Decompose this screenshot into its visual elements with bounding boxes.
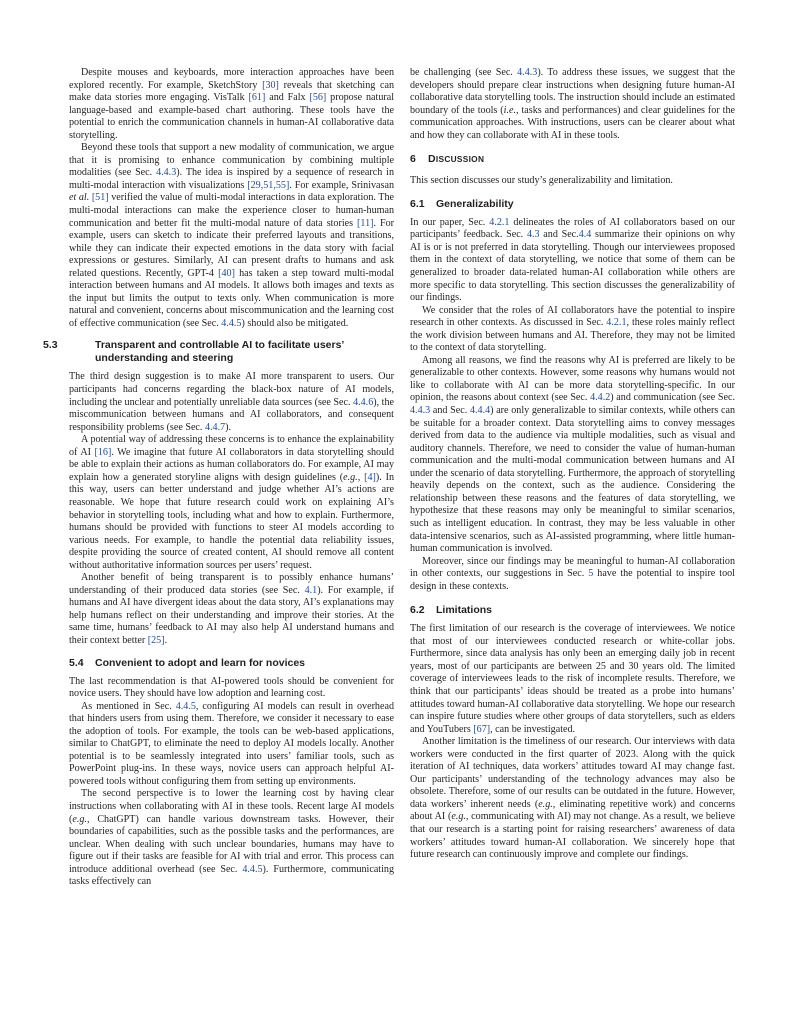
citation-link[interactable]: 4.3 (526, 229, 540, 241)
text-run: and Falx (265, 92, 310, 104)
text-run: reveals that sketching can make data stories more engaging. VisTalk (69, 79, 394, 104)
italic-text: i.e. (503, 104, 517, 116)
text-run: , communicating with AI) may not change. As a result, we believe that our research is a starting point for raising researchers’ awareness of data workers’ attitudes toward human-AI collaboration. We sincerely hope that future research can continuously improve and complete our findings. (410, 811, 735, 861)
citation-link[interactable]: [40] (218, 267, 235, 279)
text-run: ). In this way, users can better understand and judge whether AI’s actions are reasonable. We hope that future research could work on explaining AI’s behavior in storytelling tools, including what and how to explain. Furthermore, humans should be provided with functions to steer AI models according to various needs. For example, to handle the potential data reliability issues, despite providing the source of created content, AI should remove all content without authoritative information sources per users’ request. (69, 471, 395, 571)
section-title: Convenient to adopt and learn for novices (95, 656, 306, 669)
italic-text: et al. (69, 192, 90, 204)
text-run: The third design suggestion is to make AI more transparent to users. Our participants had concerns regarding the black-box nature of AI models, including the unclear and potentially unreliable data sources (see Sec. (69, 371, 394, 408)
text-run: A potential way of addressing these concerns is to enhance the explainability of AI (69, 434, 394, 458)
citation-link[interactable]: 4.4.3 (156, 167, 177, 179)
text-run: ) should also be mitigated. (241, 317, 349, 329)
text-run: The first limitation of our research is the coverage of interviewees. We notice that most of our interviewees conducted research or white-collar jobs. Furthermore, since data analysis has only been an emerging daily job in recent years, most of our participants are between 25 and 30 years old. The limited coverage of interviewees leads to the risk of incomplete results. Therefore, we think that our participants’ ideas should be treated as a probe into humans’ attitudes toward human-AI collaborative data storytelling. We hope our research can inspire future studies where other groups of data storytellers, such as elders and YouTubers (410, 623, 735, 735)
text-run: , (357, 471, 365, 483)
text-run: Beyond these tools that support a new modality of communication, we argue that it is promising to enhance communication by combining multiple modalities (see Sec. (69, 142, 394, 179)
text-run: This section discusses our study’s generalizability and limitation. (410, 175, 673, 187)
paragraph (69, 67, 394, 142)
text-run: . For example, Srinivasan (289, 179, 394, 191)
section-title: Limitations (436, 604, 493, 617)
paragraph (69, 701, 394, 789)
citation-link[interactable]: 4.4.7 (204, 421, 226, 433)
text-run: In our paper, Sec. (410, 216, 490, 228)
right-column (410, 67, 735, 862)
section-number: 5.4 (69, 656, 84, 669)
citation-link[interactable]: 4.2.1 (606, 317, 627, 329)
text-run: ), the miscommunication between humans and AI collaborators, and consequent responsibility problems (see Sec. (69, 396, 395, 433)
citation-link[interactable]: 5 (588, 568, 594, 580)
text-run: Despite mouses and keyboards, more interaction approaches have been explored recently. For example, SketchStory (69, 67, 394, 91)
text-run: , eliminating repetitive work) and concerns about AI ( (410, 798, 735, 823)
citation-link[interactable]: 4.4 (578, 229, 592, 241)
citation-link[interactable]: [56] (309, 92, 327, 104)
paragraph (69, 572, 394, 647)
text-run: be challenging (see Sec. (410, 67, 518, 78)
text-run: ) are only generalizable to similar contexts, while others can be suitable for a broader context. Data storytelling aims to convey messages derived from data to the audience via multiple modalities, such as visual and auditory channels. Therefore, we need to consider the value of human-human communication and the multi-modal communication between humans and AI under the scenario of data storytelling. Furthermore, the approach of storytelling heavily depends on the context, such as the audience. Considering the relationship between these reasons and the features of data storytelling, we hypothesize that these reasons may only be meaningful to similar scenarios, such as intelligent education. In contrast, they may be less valuable in other data-intensive scenarios, such as AI-assisted programming, where little human-human communication is involved. (410, 405, 735, 555)
italic-text: e.g. (343, 471, 358, 483)
section-heading-5-4 (69, 657, 394, 670)
text-run: summarize their opinions on why AI is or is not preferred in data storytelling. Though our interviewees proposed them in the context of data storytelling, we notice that some of them can be generalized to broader data-related human-AI collaboration while others are more specific to data storytelling. This section discusses the generalizability of our findings. (410, 229, 735, 304)
citation-link[interactable]: [4] (364, 471, 376, 483)
text-run: Among all reasons, we find the reasons why AI is preferred are likely to be generalizable to other contexts. However, some reasons why humans would not like to collaborate with AI can be more data storytelling-specific. In our opinion, the reasons about context (see Sec. (410, 354, 735, 404)
paragraph (69, 788, 394, 888)
text-run: . (164, 634, 168, 646)
paragraph (69, 142, 394, 330)
paragraph (410, 355, 735, 556)
citation-link[interactable]: 4.4.3 (517, 67, 538, 78)
section-heading-5-3 (43, 339, 394, 365)
text-run: Another benefit of being transparent is to possibly enhance humans’ understanding of their produced data stories (see Sec. (69, 572, 394, 596)
citation-link[interactable]: 4.2.1 (489, 216, 510, 228)
citation-link[interactable]: [16] (94, 446, 112, 458)
citation-link[interactable]: 4.4.3 (410, 405, 431, 417)
citation-link[interactable]: 4.4.6 (353, 396, 374, 408)
citation-link[interactable]: [25] (147, 634, 165, 646)
section-heading-6-2 (410, 604, 735, 617)
citation-link[interactable]: 4.1 (304, 584, 318, 596)
text-run: has taken a step toward multi-modal interaction between humans and AI models. It allows both images and texts as the input but limits the output to texts only. When communication is more natural and convenient, concerns about miscommunication and the learning cost of effective communication (see Sec. (69, 267, 395, 329)
text-run: We consider that the roles of AI collaborators have the potential to inspire research in other contexts. As discussed in Sec. (410, 304, 735, 329)
text-run: As mentioned in Sec. (81, 700, 176, 712)
text-run: ). (225, 421, 232, 433)
section-title: DISCUSSION (428, 153, 485, 166)
text-run: , ChatGPT) can handle various downstream tasks. However, their boundaries of capabilities, such as the possible tasks and the performances, are unclear. When dealing with such unclear boundaries, humans may have to figure out if their tasks are feasible for AI with trial and error. This process can introduce additional overhead (see Sec. (69, 813, 394, 875)
text-run: Another limitation is the timeliness of our research. Our interviews with data workers were conducted in the first quarter of 2023. Along with the quick iteration of AI techniques, data workers’ attitudes toward AI may change fast. Our participants’ understanding of the technology advances may also be obsolete. Therefore, some of our results can be outdated in the future. However, data workers’ inherent needs ( (410, 736, 735, 810)
section-title: Transparent and controllable AI to facilitate users’ understanding and steering (95, 339, 344, 365)
text-run: . We imagine that future AI collaborators in data storytelling should be able to explain their actions as human collaborators do. For example, AI may explain how a generated storyline aligns with design guidelines ( (69, 446, 394, 483)
text-run: ). The idea is inspired by a sequence of research in multi-modal interaction with visualizations (69, 167, 394, 191)
citation-link[interactable]: 4.4.5 (175, 700, 196, 712)
text-run: ). Furthermore, communicating tasks effectively can (69, 863, 395, 888)
citation-link[interactable]: 4.4.2 (590, 392, 611, 404)
section-title: Generalizability (436, 197, 514, 210)
citation-link[interactable]: [61] (248, 92, 266, 104)
text-run: ). To address these issues, we suggest that the developers should prepare clear instructions when designing future human-AI collaborative data storytelling tools. The instruction should include an estimated boundary of the tools ( (410, 67, 735, 116)
italic-text: e.g. (72, 813, 87, 825)
text-run: Moreover, since our findings may be meaningful to human-AI collaboration in other contexts, our suggestions in Sec. (410, 555, 735, 580)
citation-link[interactable]: 4.4.5 (221, 317, 242, 329)
paragraph (69, 371, 394, 434)
text-run: , tasks and performances) and clear guidelines for the communication approaches. With instructions, users can be clearer about what and how they can collaborate with AI in these tools. (410, 104, 735, 141)
section-heading-6-1 (410, 198, 735, 211)
citation-link[interactable]: [30] (262, 79, 279, 91)
paragraph (410, 623, 735, 736)
section-number: 6 (410, 153, 417, 166)
text-run: delineates the roles of AI collaborators based on our participants’ feedback. Sec. (410, 216, 735, 241)
text-run: propose natural language-based and example-based chart authoring. These tools have the potential to enrich the communication channels in human-AI collaborative data storytelling. (69, 92, 395, 141)
section-heading-6 (410, 153, 735, 166)
section-number: 6.1 (410, 197, 425, 210)
text-run: and Sec. (430, 405, 470, 417)
italic-text: e.g. (538, 798, 553, 810)
paragraph (410, 175, 735, 188)
citation-link[interactable]: [67] (473, 723, 491, 735)
paragraph (410, 736, 735, 861)
citation-link[interactable]: 4.4.5 (242, 863, 263, 875)
section-number: 6.2 (410, 604, 425, 617)
text-run: The last recommendation is that AI-powered tools should be convenient for novice users. They should have low adoption and learning cost. (69, 675, 394, 700)
text-run: . For example, users can sketch to indicate their preferred layouts and transitions, while they can indicate their expected emotions in the data story with facial expressions or gestures. Similarly, AI can present drafts to humans and ask related questions. Recently, GPT-4 (69, 217, 394, 279)
paragraph (410, 305, 735, 355)
text-run: verified the value of multi-modal interactions in data exploration. The multi-modal interactions can make the experience closer to human-human communication and better fit the multi-modal nature of data stories (69, 192, 394, 229)
text-run: ) and communication (see Sec. (610, 392, 735, 404)
text-run: , these roles mainly reflect the work division between humans and AI. Therefore, they may not be limited to the context of data storytelling. (410, 317, 735, 354)
text-run: , can be investigated. (490, 723, 576, 735)
paragraph (69, 676, 394, 701)
text-run: The second perspective is to lower the learning cost by having clear instructions when collaborating with AI in these tools. Recent large AI models ( (69, 788, 394, 825)
text-run: have the potential to inspire tool design in these contexts. (410, 568, 735, 592)
section-number: 5.3 (43, 339, 58, 352)
citation-link[interactable]: [51] (91, 192, 109, 204)
citation-link[interactable]: [11] (357, 217, 374, 229)
text-run: , configuring AI models can result in overhead that hinders users from using them. Therefore, we consider it necessary to ease the adoption of tools. For example, the tools can be web-based applications, similar to ChatGPT, to eliminate the need to deploy AI models locally. Another potential is to be seamlessly integrated into users’ familiar tools, such as PowerPoint plug-ins. In these ways, novice users can approach helpful AI-powered tools without configuring them from setting up environments. (69, 700, 394, 787)
paragraph (410, 217, 735, 305)
text-run: ). For example, if humans and AI have divergent ideas about the data story, AI’s explanations may help humans reflect on their understanding and improve their stories. At the same time, humans’ feedback to AI may also help AI understand humans and their context better (69, 584, 394, 646)
paragraph (410, 67, 735, 142)
italic-text: e.g. (451, 811, 466, 823)
paragraph (410, 556, 735, 594)
paragraph (69, 434, 394, 572)
text-run: and Sec. (539, 229, 579, 241)
citation-link[interactable]: [29,51,55] (247, 179, 290, 191)
citation-link[interactable]: 4.4.4 (469, 405, 491, 417)
left-column (43, 67, 395, 889)
